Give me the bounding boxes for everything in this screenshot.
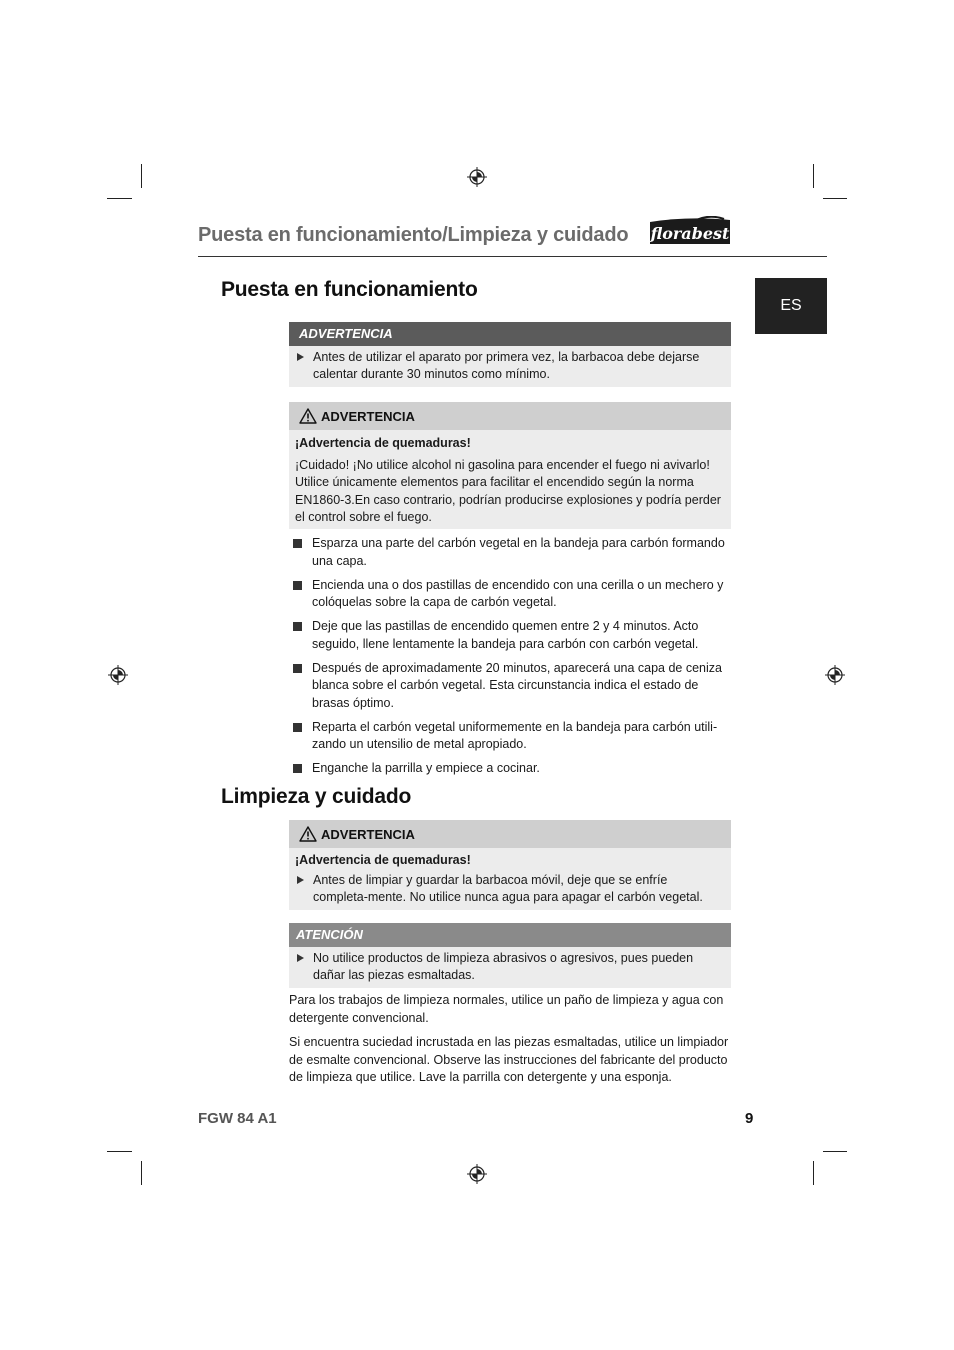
paragraph: Si encuentra suciedad incrustada en las piezas esmaltadas, utilice un limpiador de esmalte convencional. Observe las instrucciones del fabricante del producto de limpieza que utilice. Lave la parrilla con detergente y una esponja. bbox=[289, 1035, 729, 1084]
registration-mark-icon bbox=[467, 1164, 487, 1184]
footer-model: FGW 84 A1 bbox=[198, 1110, 277, 1127]
step-text: Enganche la parrilla y empiece a cocinar. bbox=[312, 761, 540, 775]
list-item bbox=[293, 760, 733, 778]
arrow-bullet-icon bbox=[297, 954, 304, 962]
svg-text:florabest: florabest bbox=[650, 224, 730, 243]
warning-box-1 bbox=[289, 322, 731, 387]
warning-triangle-icon bbox=[299, 826, 317, 842]
step-text: Esparza una parte del carbón vegetal en la bandeja para carbón formando una capa. bbox=[312, 536, 725, 568]
warning-box-2 bbox=[289, 402, 731, 529]
crop-mark bbox=[823, 1151, 847, 1152]
list-item bbox=[293, 618, 733, 653]
list-item bbox=[293, 535, 733, 570]
attention-item bbox=[295, 950, 725, 984]
arrow-bullet-icon bbox=[297, 876, 304, 884]
registration-mark-icon bbox=[825, 665, 845, 685]
square-bullet-icon bbox=[293, 622, 302, 631]
square-bullet-icon bbox=[293, 581, 302, 590]
warning-heading: ADVERTENCIA bbox=[289, 322, 731, 346]
warning-item-text: Antes de utilizar el aparato por primera vez, la barbacoa debe dejarse calentar durante 30 minutos como mínimo. bbox=[313, 350, 700, 382]
list-item bbox=[293, 719, 733, 754]
attention-box bbox=[289, 923, 731, 988]
warning-heading: ADVERTENCIA bbox=[321, 408, 415, 424]
steps-list bbox=[293, 535, 733, 784]
warning-item-text: Antes de limpiar y guardar la barbacoa móvil, deje que se enfríe completa-mente. No utilice nunca agua para apagar el carbón vegetal. bbox=[313, 873, 703, 905]
list-item bbox=[293, 577, 733, 612]
step-text: Reparta el carbón vegetal uniformemente en la bandeja para carbón utili-zando un utensilio de metal apropiado. bbox=[312, 719, 718, 751]
page-header-title: Puesta en funcionamiento/Limpieza y cuidado bbox=[198, 224, 629, 246]
square-bullet-icon bbox=[293, 764, 302, 773]
crop-mark bbox=[107, 1151, 132, 1152]
florabest-logo bbox=[648, 216, 732, 246]
paragraph: Para los trabajos de limpieza normales, utilice un paño de limpieza y agua con detergente convencional. bbox=[289, 993, 724, 1025]
attention-item-text: No utilice productos de limpieza abrasivos o agresivos, pues pueden dañar las piezas esmaltadas. bbox=[313, 951, 694, 983]
list-item bbox=[293, 660, 733, 713]
warning-heading: ADVERTENCIA bbox=[321, 826, 415, 842]
step-text: Deje que las pastillas de encendido quemen entre 2 y 4 minutos. Acto seguido, llene lentamente la bandeja para carbón con carbón vegetal. bbox=[312, 619, 699, 651]
warning-box-3 bbox=[289, 820, 731, 910]
registration-mark-icon bbox=[467, 167, 487, 187]
header-divider bbox=[198, 256, 827, 257]
warning-text: ¡Cuidado! ¡No utilice alcohol ni gasolina para encender el fuego ni avivarlo! Utilice únicamente elementos para facilitar el encendido según la norma EN1860-3.En caso contrario, podrían producirse explosiones y podría perder el control sobre el fuego. bbox=[295, 458, 721, 524]
crop-mark bbox=[107, 198, 132, 199]
warning-heading-row bbox=[289, 402, 731, 430]
step-text: Encienda una o dos pastillas de encendido con una cerilla o un mechero y colóquelas sobre la capa de carbón vegetal. bbox=[312, 577, 724, 609]
square-bullet-icon bbox=[293, 539, 302, 548]
arrow-bullet-icon bbox=[297, 353, 304, 361]
warning-item bbox=[295, 349, 725, 383]
step-text: Después de aproximadamente 20 minutos, aparecerá una capa de ceniza blanca sobre el carbón vegetal. Esta circunstancia indica el estado de brasas óptimo. bbox=[312, 660, 722, 710]
square-bullet-icon bbox=[293, 723, 302, 732]
square-bullet-icon bbox=[293, 664, 302, 673]
warning-triangle-icon bbox=[299, 408, 317, 424]
crop-mark bbox=[141, 1161, 142, 1185]
language-tab: ES bbox=[755, 278, 827, 334]
attention-heading: ATENCIÓN bbox=[289, 923, 731, 947]
warning-subheading: ¡Advertencia de quemaduras! bbox=[295, 853, 471, 867]
section-title-puesta: Puesta en funcionamiento bbox=[221, 278, 478, 301]
crop-mark bbox=[813, 1161, 814, 1185]
crop-mark bbox=[813, 164, 814, 188]
page-number: 9 bbox=[745, 1110, 754, 1127]
warning-item bbox=[295, 872, 725, 906]
registration-mark-icon bbox=[108, 665, 128, 685]
crop-mark bbox=[823, 198, 847, 199]
warning-heading-row bbox=[289, 820, 731, 848]
section-title-limpieza: Limpieza y cuidado bbox=[221, 785, 412, 808]
crop-mark bbox=[141, 164, 142, 188]
warning-subheading: ¡Advertencia de quemaduras! bbox=[295, 436, 471, 450]
